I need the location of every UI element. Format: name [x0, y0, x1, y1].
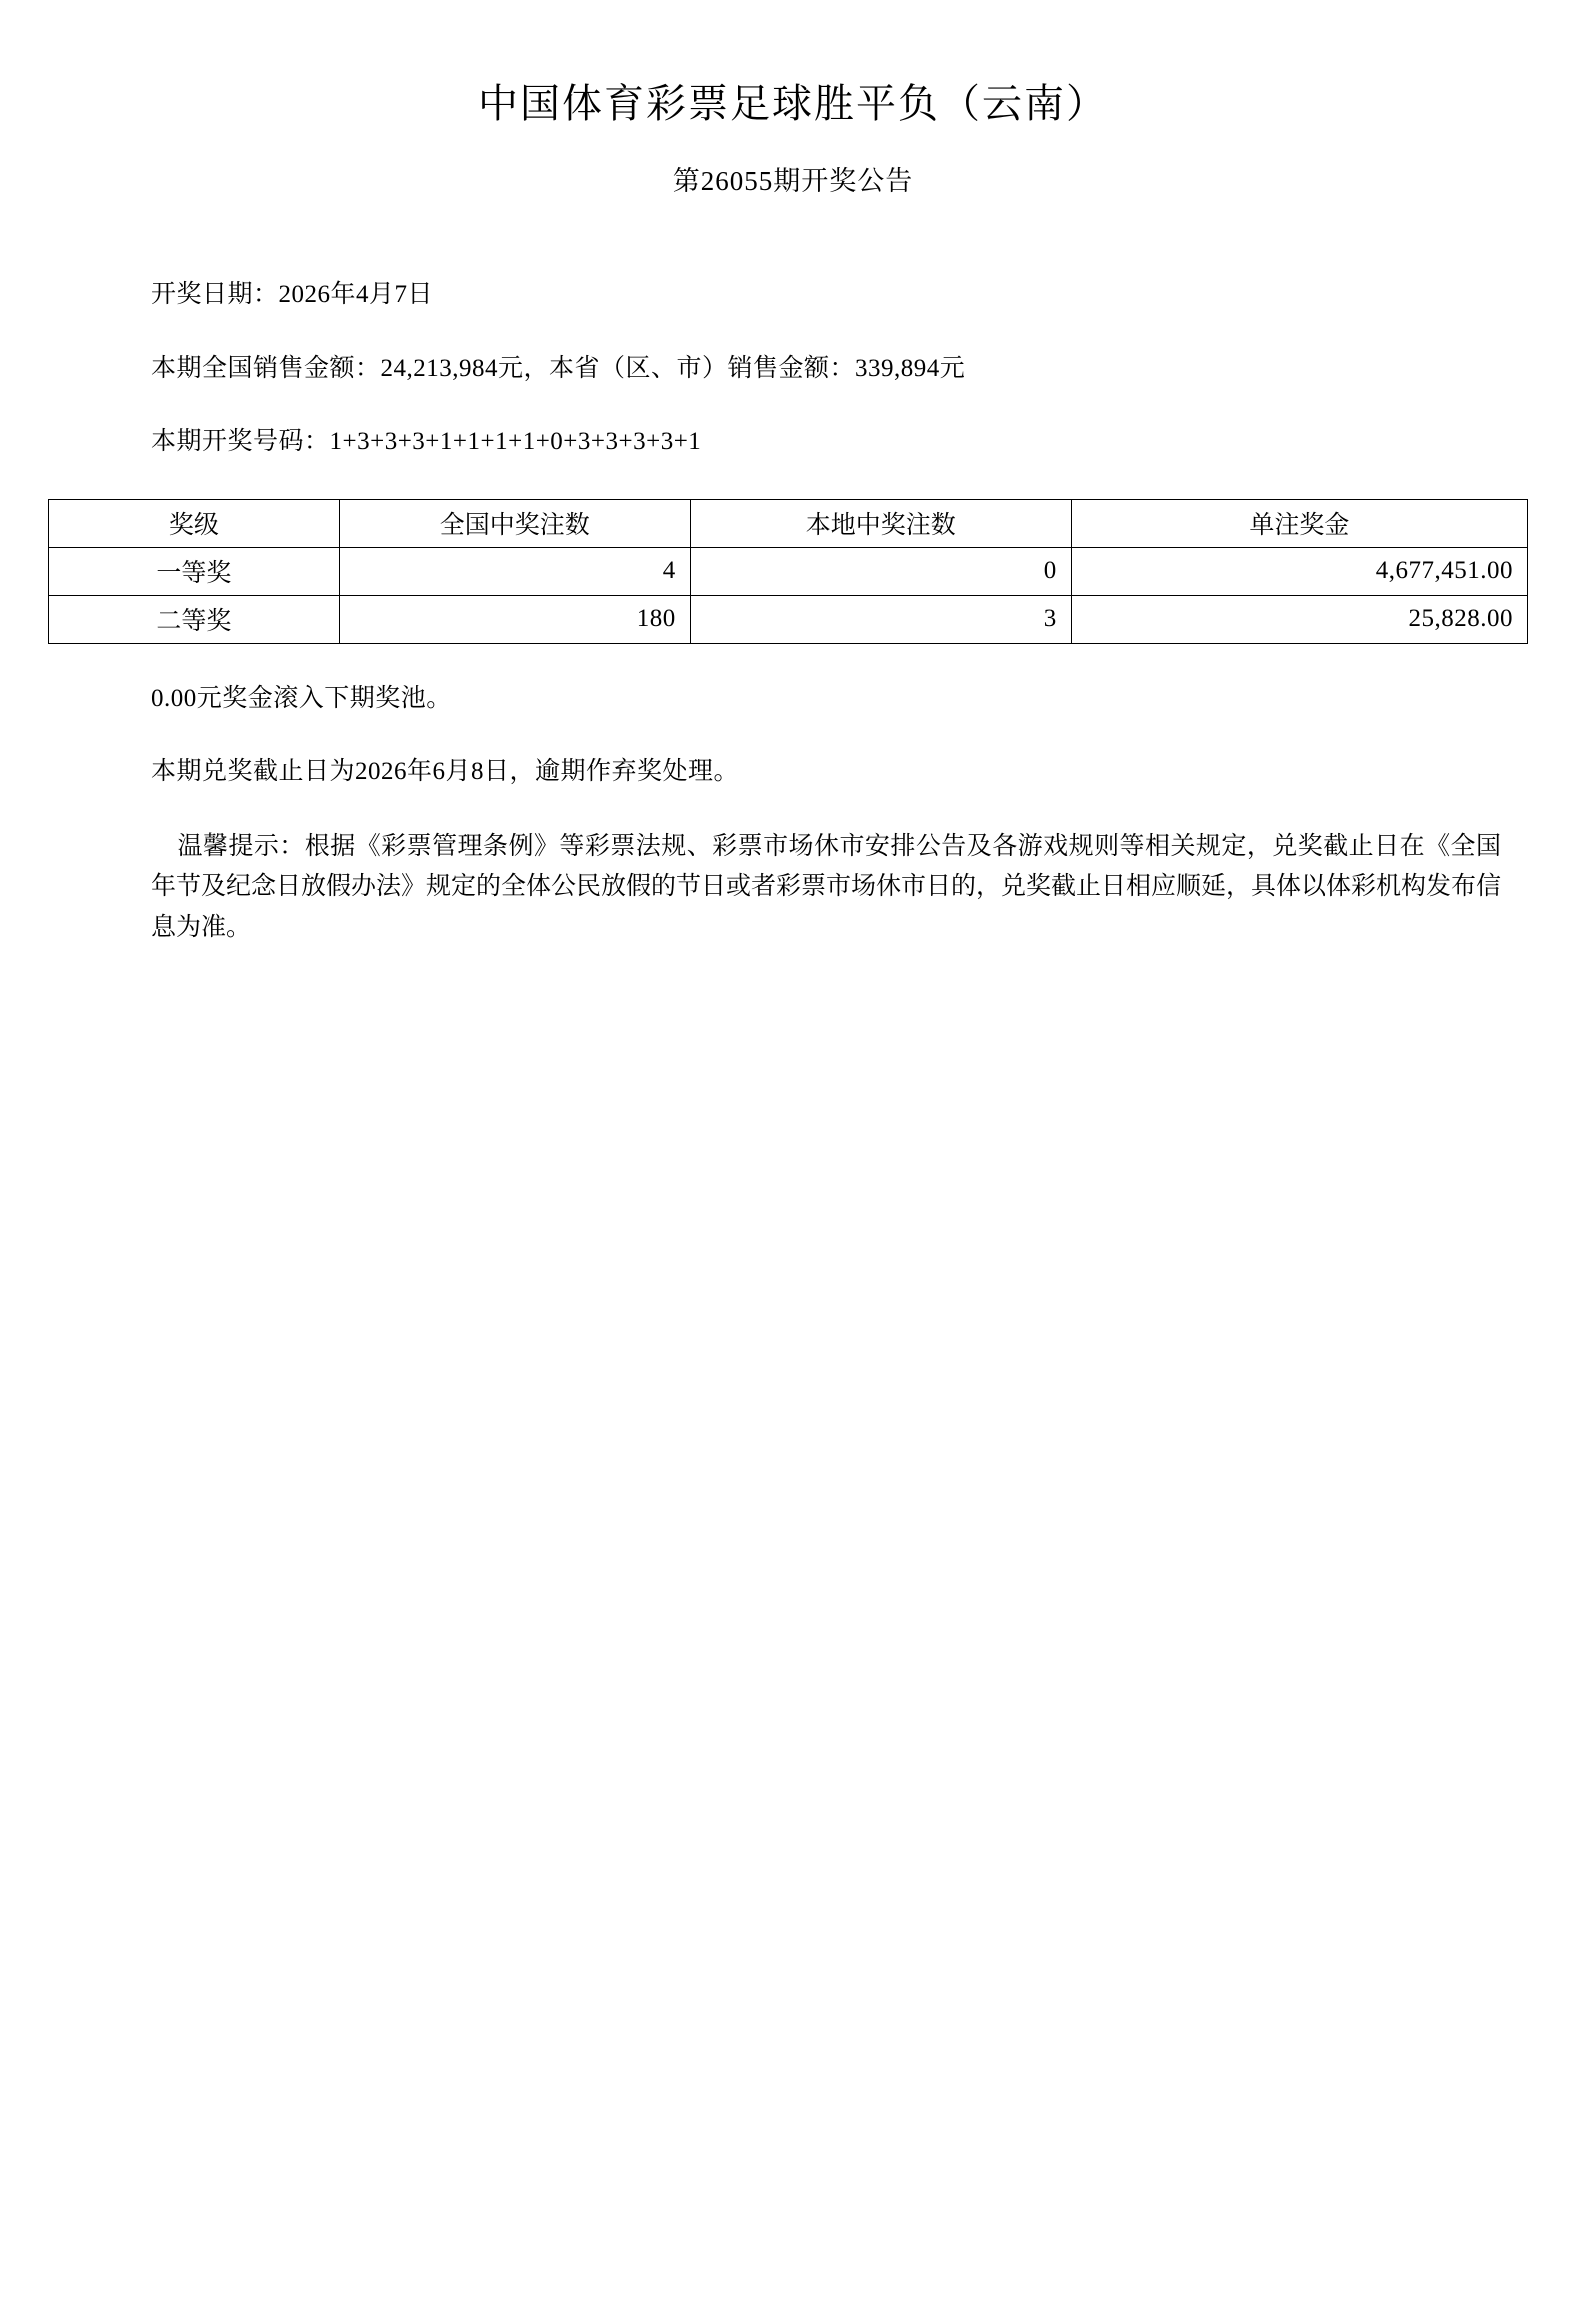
claim-deadline-line: 本期兑奖截止日为2026年6月8日，逾期作弃奖处理。 [151, 758, 740, 785]
cell-grade: 二等奖 [49, 595, 340, 643]
sales-amount-line: 本期全国销售金额：24,213,984元，本省（区、市）销售金额：339,894元 [151, 354, 966, 382]
document-footer [43, 680, 1543, 949]
table-row [49, 595, 1528, 643]
header-prize-amount: 单注奖金 [1071, 499, 1527, 547]
page-title: 中国体育彩票足球胜平负（云南） [478, 81, 1108, 126]
cell-prize-amount: 4,677,451.00 [1071, 547, 1527, 595]
table-row [49, 547, 1528, 595]
warm-tip-text: 温馨提示：根据《彩票管理条例》等彩票法规、彩票市场休市安排公告及各游戏规则等相关规定，兑奖截止日在《全国年节及纪念日放假办法》规定的全体公民放假的节日或者彩票市场休市日的，兑奖截止日相应顺延，具体以体彩机构发布信息为准。 [151, 832, 1502, 941]
prize-table [48, 499, 1528, 644]
cell-national-count: 180 [339, 595, 690, 643]
cell-national-count: 4 [339, 547, 690, 595]
header-national-count: 全国中奖注数 [339, 499, 690, 547]
cell-local-count: 0 [690, 547, 1071, 595]
warm-tip-paragraph [151, 827, 1501, 949]
document-body [43, 276, 1543, 461]
cell-local-count: 3 [690, 595, 1071, 643]
draw-date-line: 开奖日期：2026年4月7日 [151, 281, 434, 308]
cell-grade: 一等奖 [49, 547, 340, 595]
lottery-announcement-page [0, 72, 1586, 2314]
header-grade: 奖级 [49, 499, 340, 547]
cell-prize-amount: 25,828.00 [1071, 595, 1527, 643]
table-header-row [49, 499, 1528, 547]
rollover-line: 0.00元奖金滚入下期奖池。 [151, 684, 452, 712]
winning-numbers-line: 本期开奖号码：1+3+3+3+1+1+1+1+0+3+3+3+3+1 [151, 428, 702, 455]
header-local-count: 本地中奖注数 [690, 499, 1071, 547]
page-subtitle: 第26055期开奖公告 [672, 166, 914, 196]
